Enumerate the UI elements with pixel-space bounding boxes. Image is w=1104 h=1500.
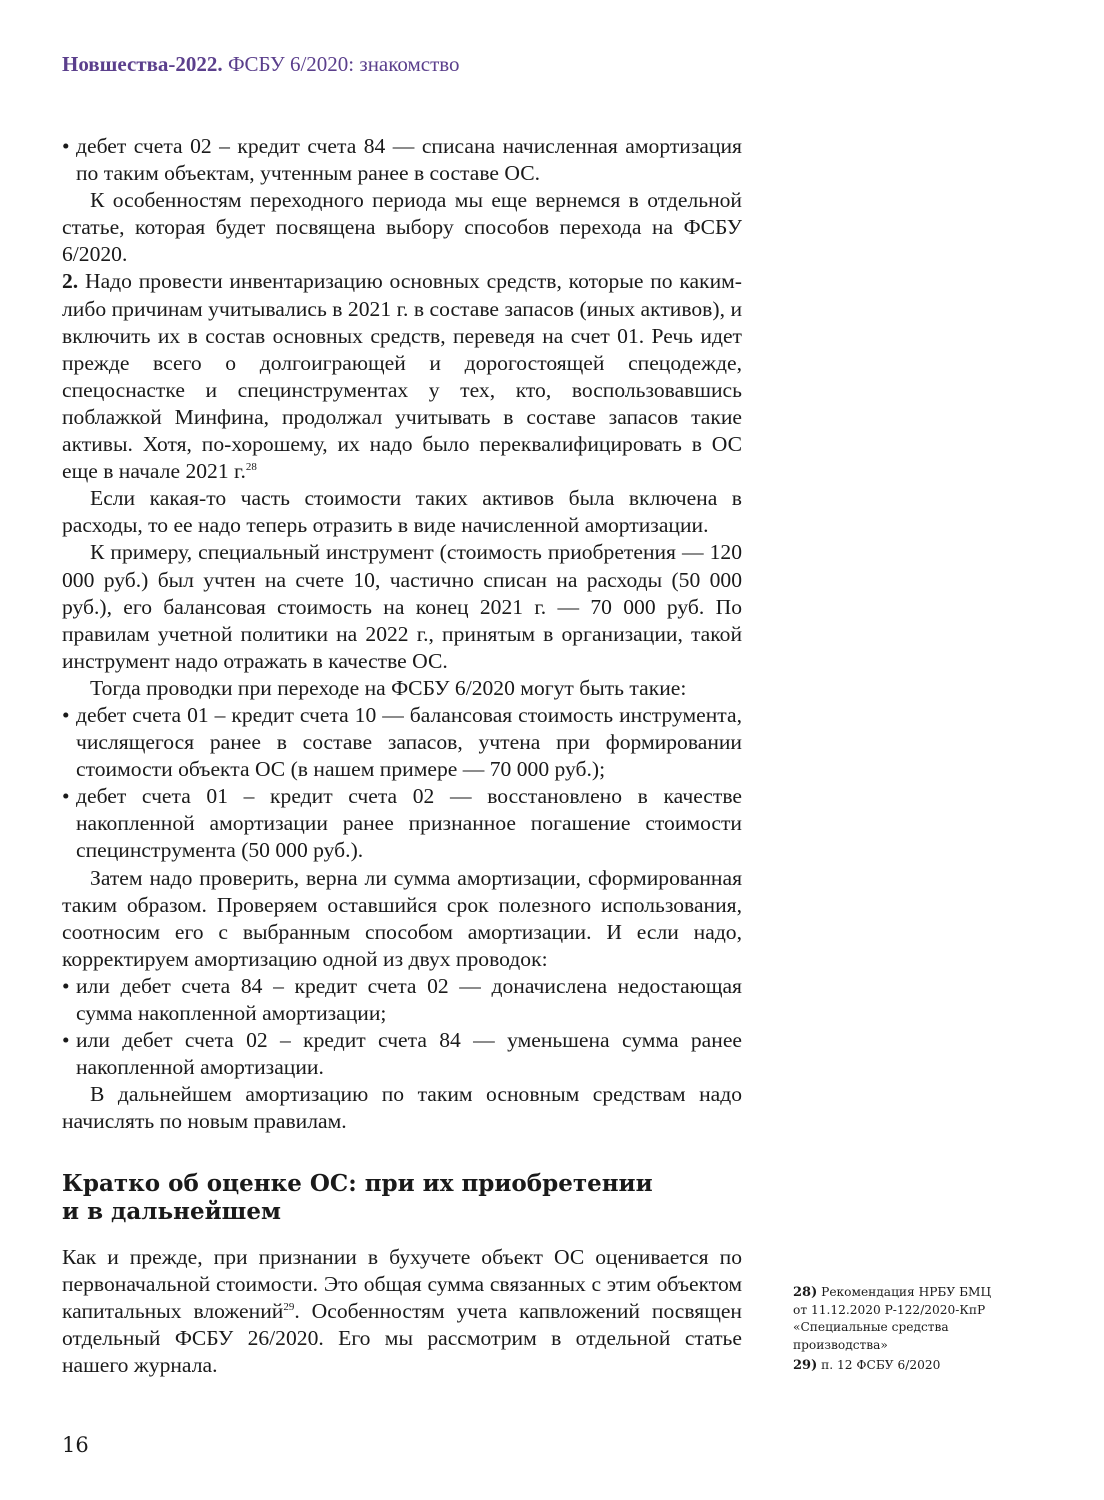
paragraph: Если какая-то часть стоимости таких активов была включена в расходы, то ее надо теперь отразить в виде начисленной амортизации. bbox=[62, 486, 742, 538]
paragraph: Тогда проводки при переходе на ФСБУ 6/2020 могут быть такие: bbox=[90, 675, 687, 700]
footnote: 29) п. 12 ФСБУ 6/2020 bbox=[793, 1358, 941, 1373]
section-heading: Кратко об оценке ОС: при их приобретении и в дальнейшем bbox=[62, 1170, 653, 1225]
bullet-item: • или дебет счета 84 – кредит счета 02 — доначислена недостающая сумма накопленной амортизации; bbox=[62, 973, 742, 1027]
footnote-number: 29) bbox=[793, 1358, 818, 1373]
section-paragraph: Как и прежде, при признании в бухучете объект ОС оценивается по первоначальной стоимости. Это общая сумма связанных с этим объектом капитальных вложений$^{29}$. Особенностям учета капвложений посвящен отдельный ФСБУ 26/2020. Его мы рассмотрим в отдельной статье нашего журнала. bbox=[62, 1245, 742, 1378]
bullet-item: • дебет счета 01 – кредит счета 10 — балансовая стоимость инструмента, числящегося ранее в составе запасов, учтена при формировании стоимости объекта ОС (в нашем примере — 70 000 руб.); bbox=[62, 702, 742, 783]
header-topic: ФСБУ 6/2020: знакомство bbox=[227, 52, 460, 76]
paragraph-number: 2. bbox=[62, 269, 79, 294]
paragraph: В дальнейшем амортизацию по таким основным средствам надо начислять по новым правилам. bbox=[62, 1082, 742, 1134]
footnote-number: 28) bbox=[793, 1285, 818, 1300]
footnote-ref[interactable]: 28 bbox=[245, 460, 257, 473]
numbered-paragraph: 2. Надо провести инвентаризацию основных средств, которые по каким-либо причинам учитывались в 2021 г. в составе запасов (иных активов), и включить их в состав основных средств, переведя на счет 01. Речь идет прежде всего о долгоиграющей и дорогостоящей спецодежде, спецоснастке и специнструментах у тех, кто, воспользовавшись поблажкой Минфина, продолжал учитывать в составе запасов такие активы. Хотя, по-хорошему, их надо было переквалифицировать в ОС еще в начале 2021 г.$^{28}$ bbox=[62, 269, 742, 484]
header-series: Новшества-2022. bbox=[62, 52, 223, 76]
paragraph: Затем надо проверить, верна ли сумма амортизации, сформированная таким образом. Проверяем оставшийся срок полезного использования, соотносим его с выбранным способом амортизации. И если надо, корректируем амортизацию одной из двух проводок: bbox=[62, 865, 742, 971]
main-text bbox=[62, 133, 742, 1135]
page-number: 16 bbox=[62, 1433, 89, 1457]
bullet-item: • дебет счета 01 – кредит счета 02 — восстановлено в качестве накопленной амортизации ранее признанное погашение стоимости специнструмента (50 000 руб.). bbox=[62, 783, 742, 864]
running-header bbox=[62, 52, 460, 77]
bullet-item: • дебет счета 02 – кредит счета 84 — списана начисленная амортизация по таким объектам, учтенным ранее в составе ОС. bbox=[62, 133, 742, 187]
paragraph: К особенностям переходного периода мы еще вернемся в отдельной статье, которая будет посвящена выбору способов перехода на ФСБУ 6/2020. bbox=[62, 188, 742, 267]
paragraph: К примеру, специальный инструмент (стоимость приобретения — 120 000 руб.) был учтен на счете 10, частично списан на расходы (50 000 руб.), его балансовая стоимость на конец 2021 г. — 70 000 руб. По правилам учетной политики на 2022 г., принятым в организации, такой инструмент надо отражать в качестве ОС. bbox=[62, 540, 742, 673]
footnote-ref[interactable]: 29 bbox=[283, 1301, 295, 1313]
bullet-item: • или дебет счета 02 – кредит счета 84 — уменьшена сумма ранее накопленной амортизации. bbox=[62, 1027, 742, 1081]
footnotes bbox=[793, 1284, 1003, 1378]
footnote: 28) Рекомендация НРБУ БМЦ от 11.12.2020 Р-122/2020-КпР «Специальные средства производства» bbox=[793, 1285, 992, 1352]
